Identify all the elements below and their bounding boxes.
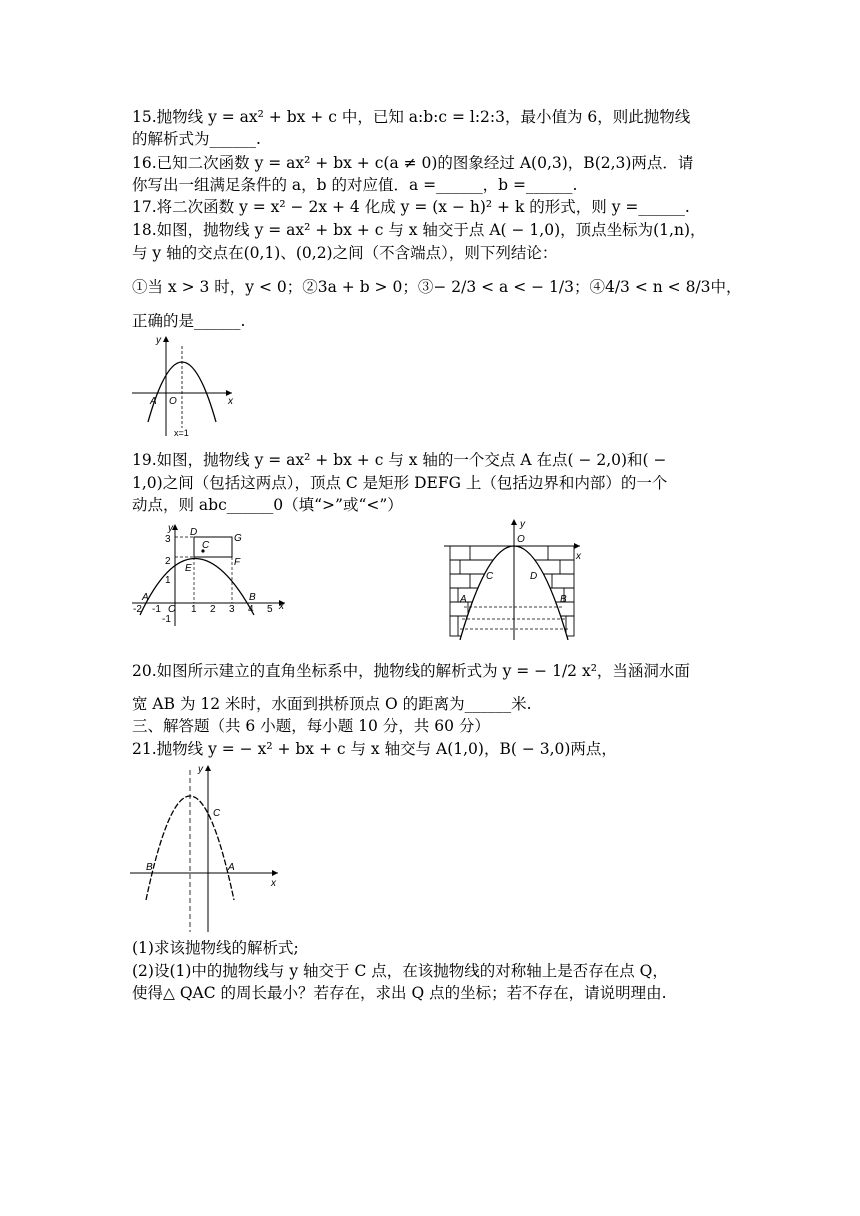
q15-line-2: 的解析式为______. (132, 130, 261, 148)
q18-line-2: 与 y 轴的交点在(0,1)、(0,2)之间（不含端点），则下列结论： (132, 244, 558, 262)
q20-line-2: 宽 AB 为 12 米时，水面到拱桥顶点 O 的距离为______米. (132, 695, 532, 713)
q16-line-1: 16.已知二次函数 y = ax² + bx + c(a ≠ 0)的图象经过 A(0,3)，B(2,3)两点．请 (132, 154, 694, 172)
fig18-axis-label: x=1 (174, 428, 189, 438)
fig19-origin: O (168, 604, 176, 615)
section-3-heading: 三、解答题（共 6 小题，每小题 10 分，共 60 分） (132, 717, 490, 735)
fig19-point-b: B (249, 592, 256, 603)
fig20-point-b: B (560, 594, 567, 605)
q17-line: 17.将二次函数 y = x² − 2x + 4 化成 y = (x − h)² + k 的形式，则 y =______. (132, 198, 690, 216)
fig19-xtick-3: 3 (229, 604, 235, 615)
fig19-ytick-3: 3 (165, 534, 171, 545)
fig20-point-c: C (486, 571, 494, 582)
fig19-point-a: A (142, 592, 149, 603)
fig20-point-a: A (460, 594, 467, 605)
fig19-xtick-1: 1 (191, 604, 197, 615)
q21-line-1: 21.抛物线 y = − x² + bx + c 与 x 轴交与 A(1,0)，B( − 3,0)两点， (132, 740, 617, 758)
fig20-y-label: y (520, 519, 525, 530)
fig19-ytick-neg1: -1 (162, 614, 171, 625)
figure-q20 (444, 516, 584, 640)
fig19-x-label: x (279, 601, 284, 612)
fig21-point-c: C (213, 808, 221, 819)
fig19-xtick-2: 2 (210, 604, 216, 615)
fig18-y-label: y (156, 335, 161, 346)
q21-line-2: (1)求该抛物线的解析式; (132, 939, 299, 957)
fig18-x-label: x (228, 396, 233, 407)
fig20-origin: O (517, 534, 525, 545)
fig21-point-b: B (146, 862, 153, 873)
fig19-ytick-2: 2 (165, 556, 171, 567)
fig19-ytick-1: 1 (165, 575, 171, 586)
figure-q18 (128, 332, 238, 440)
fig18-point-a: A (150, 396, 157, 407)
fig19-xtick-5: 5 (267, 604, 273, 615)
fig21-point-a: A (228, 862, 235, 873)
fig19-point-e: E (185, 563, 192, 574)
fig18-origin: O (169, 396, 177, 407)
q18-line-1: 18.如图，抛物线 y = ax² + bx + c 与 x 轴交于点 A( − 1,0)，顶点坐标为(1,n)， (132, 221, 706, 239)
q18-line-3: ①当 x > 3 时，y < 0；②3a + b > 0；③− 2/3 < a < − 1/3；④4/3 < n < 8/3中， (132, 278, 742, 296)
q21-line-3: (2)设(1)中的抛物线与 y 轴交于 C 点，在该抛物线的对称轴上是否存在点 Q， (132, 962, 668, 980)
q18-line-4: 正确的是______. (132, 312, 246, 330)
fig19-xtick-neg1: -1 (152, 604, 161, 615)
fig19-point-f: F (234, 557, 241, 568)
fig21-x-label: x (271, 878, 276, 889)
fig19-point-c: C (202, 540, 210, 551)
q16-line-2: 你写出一组满足条件的 a，b 的对应值．a =______，b =______. (132, 176, 578, 194)
figure-q19 (128, 520, 293, 630)
fig21-y-label: y (198, 764, 203, 775)
q19-line-2: 1,0)之间（包括这两点），顶点 C 是矩形 DEFG 上（包括边界和内部）的一个 (132, 474, 668, 492)
fig19-y-label: y (168, 523, 173, 534)
figure-q21 (128, 760, 284, 935)
q20-line-1: 20.如图所示建立的直角坐标系中，抛物线的解析式为 y = − 1/2 x²，当涵洞水面 (132, 662, 690, 680)
fig19-point-g: G (234, 533, 242, 544)
q21-line-4: 使得△ QAC 的周长最小？若存在，求出 Q 点的坐标；若不存在，请说明理由. (132, 984, 667, 1002)
fig19-xtick-neg2: -2 (133, 604, 142, 615)
fig19-xtick-4: 4 (248, 604, 254, 615)
fig20-x-label: x (576, 551, 581, 562)
fig19-point-d: D (190, 527, 198, 538)
q15-line-1: 15.抛物线 y = ax² + bx + c 中，已知 a:b:c = l:2:3，最小值为 6，则此抛物线 (132, 108, 691, 126)
q19-line-1: 19.如图，抛物线 y = ax² + bx + c 与 x 轴的一个交点 A 在点( − 2,0)和( − (132, 451, 667, 469)
q19-line-3: 动点，则 abc______0（填“>”或“<”） (132, 496, 403, 514)
fig20-point-d: D (530, 571, 538, 582)
